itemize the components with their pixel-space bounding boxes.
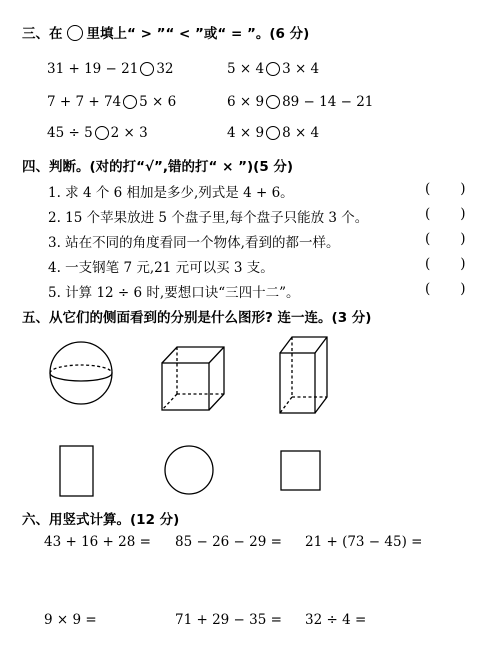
section3-title-post: 里填上“ > ”“ < ”或“ = ”。(6 分) [86, 26, 310, 42]
calc-5: 71 + 29 − 35 = [175, 612, 282, 628]
cube-icon[interactable] [162, 347, 224, 410]
expr-a: 5 × 4 [227, 61, 265, 77]
calc-4: 9 × 9 = [44, 612, 97, 628]
solids-figures [0, 325, 490, 435]
answer-paren-4[interactable]: ( ) [425, 256, 466, 272]
view-shapes [0, 438, 490, 500]
answer-circle[interactable] [266, 62, 280, 76]
compare-right-3 [227, 125, 319, 141]
answer-circle[interactable] [95, 126, 109, 140]
expr-b: 5 × 6 [139, 94, 177, 110]
expr-b: 2 × 3 [110, 125, 148, 141]
judge-item-4: 4. 一支钢笔 7 元,21 元可以买 3 支。 [48, 260, 274, 276]
expr-a: 45 ÷ 5 [47, 125, 93, 141]
expr-a: 6 × 9 [227, 94, 265, 110]
answer-circle[interactable] [266, 126, 280, 140]
section5-title: 五、从它们的侧面看到的分别是什么图形? 连一连。(3 分) [22, 310, 372, 326]
rectangle-view-icon[interactable] [60, 446, 93, 496]
answer-paren-2[interactable]: ( ) [425, 206, 466, 222]
section3-title [22, 22, 309, 42]
rectangular-prism-icon[interactable] [280, 337, 327, 413]
expr-b: 89 − 14 − 21 [282, 94, 374, 110]
square-view-icon[interactable] [281, 451, 320, 490]
compare-left-3 [47, 125, 148, 141]
answer-paren-3[interactable]: ( ) [425, 231, 466, 247]
judge-item-1: 1. 求 4 个 6 相加是多少,列式是 4 + 6。 [48, 185, 294, 201]
compare-left-1 [47, 61, 174, 77]
expr-a: 31 + 19 − 21 [47, 61, 139, 77]
judge-item-3: 3. 站在不同的角度看同一个物体,看到的都一样。 [48, 235, 340, 251]
answer-circle[interactable] [123, 95, 137, 109]
calc-1: 43 + 16 + 28 = [44, 534, 151, 550]
calc-6: 32 ÷ 4 = [305, 612, 367, 628]
section6-title: 六、用竖式计算。(12 分) [22, 512, 180, 528]
calc-2: 85 − 26 − 29 = [175, 534, 282, 550]
expr-b: 32 [156, 61, 174, 77]
judge-item-2: 2. 15 个苹果放进 5 个盘子里,每个盘子只能放 3 个。 [48, 210, 369, 226]
answer-paren-1[interactable]: ( ) [425, 181, 466, 197]
expr-b: 8 × 4 [282, 125, 320, 141]
section4-title: 四、判断。(对的打“√”,错的打“ × ”)(5 分) [22, 159, 294, 175]
section3-title-pre: 三、在 [22, 26, 63, 42]
expr-b: 3 × 4 [282, 61, 320, 77]
expr-a: 4 × 9 [227, 125, 265, 141]
compare-left-2 [47, 94, 176, 110]
answer-circle[interactable] [140, 62, 154, 76]
sphere-icon[interactable] [50, 342, 112, 404]
judge-item-5: 5. 计算 12 ÷ 6 时,要想口诀“三四十二”。 [48, 285, 300, 301]
circle-view-icon[interactable] [165, 446, 213, 494]
compare-right-2 [227, 94, 373, 110]
compare-right-1 [227, 61, 319, 77]
expr-a: 7 + 7 + 74 [47, 94, 122, 110]
calc-3: 21 + (73 − 45) = [305, 534, 423, 550]
answer-paren-5[interactable]: ( ) [425, 281, 466, 297]
answer-circle[interactable] [266, 95, 280, 109]
compare-circle-icon [67, 25, 83, 41]
